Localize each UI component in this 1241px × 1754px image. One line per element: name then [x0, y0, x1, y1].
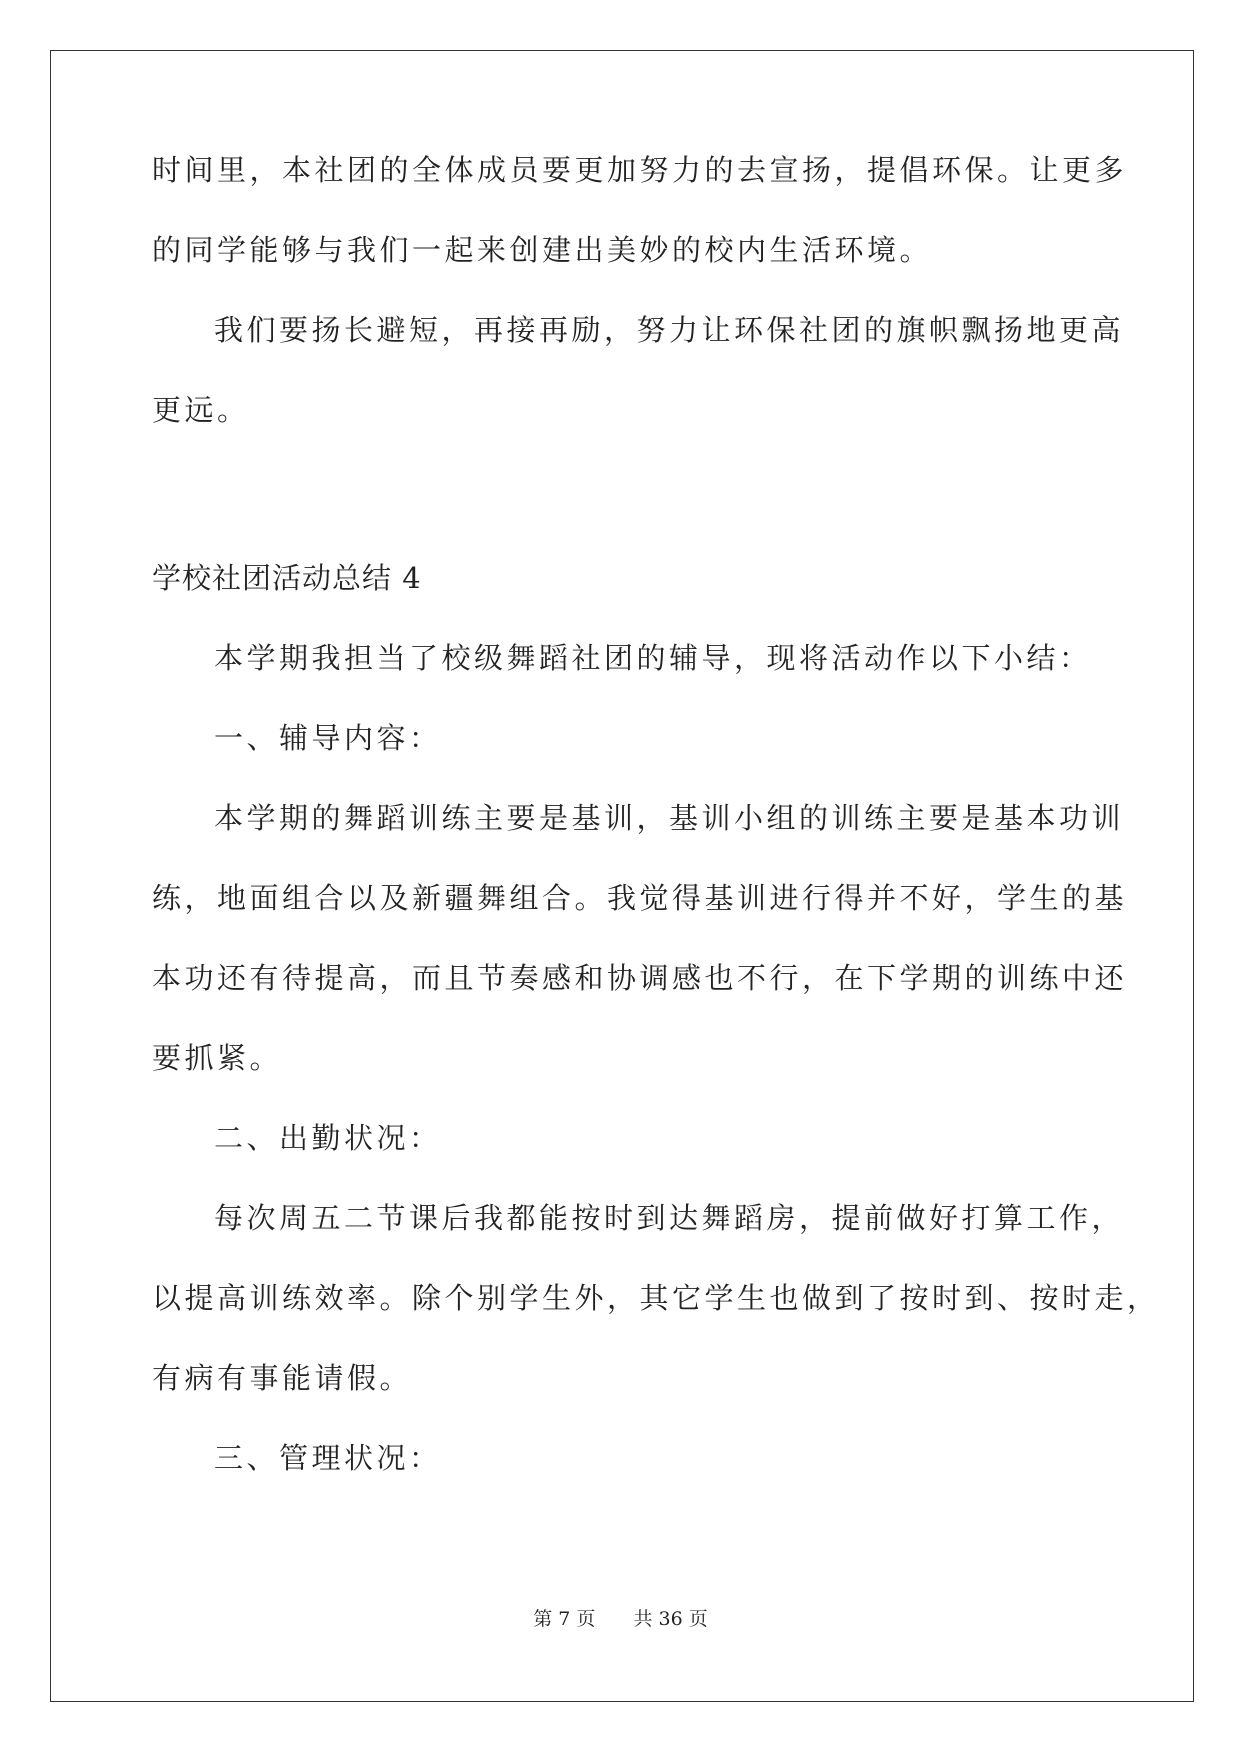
- paragraph-line: 的同学能够与我们一起来创建出美妙的校内生活环境。: [152, 233, 933, 267]
- section-heading: 学校社团活动总结 4: [152, 561, 422, 595]
- paragraph-line: 每次周五二节课后我都能按时到达舞蹈房，提前做好打算工作，: [214, 1201, 1125, 1235]
- paragraph-line: 以提高训练效率。除个别学生外，其它学生也做到了按时到、按时走，: [152, 1281, 1160, 1315]
- paragraph-line: 更远。: [152, 393, 250, 427]
- page-number: 第 7 页: [533, 1608, 596, 1630]
- paragraph-line: 练，地面组合以及新疆舞组合。我觉得基训进行得并不好，学生的基: [152, 881, 1128, 915]
- subheading-line: 一、辅导内容：: [214, 721, 442, 755]
- paragraph-line: 要抓紧。: [152, 1041, 283, 1075]
- paragraph-line: 本学期我担当了校级舞蹈社团的辅导，现将活动作以下小结：: [214, 641, 1092, 675]
- page-footer: [0, 1604, 1241, 1631]
- page-total: 共 36 页: [633, 1608, 708, 1630]
- paragraph-line: 有病有事能请假。: [152, 1361, 413, 1395]
- paragraph-line: 本学期的舞蹈训练主要是基训，基训小组的训练主要是基本功训: [214, 801, 1125, 835]
- subheading-line: 二、出勤状况：: [214, 1121, 442, 1155]
- subheading-line: 三、管理状况：: [214, 1441, 442, 1475]
- paragraph-line: 本功还有待提高，而且节奏感和协调感也不行，在下学期的训练中还: [152, 961, 1128, 995]
- paragraph-line: 我们要扬长避短，再接再励，努力让环保社团的旗帜飘扬地更高: [214, 313, 1125, 347]
- paragraph-line: 时间里，本社团的全体成员要更加努力的去宣扬，提倡环保。让更多: [152, 153, 1128, 187]
